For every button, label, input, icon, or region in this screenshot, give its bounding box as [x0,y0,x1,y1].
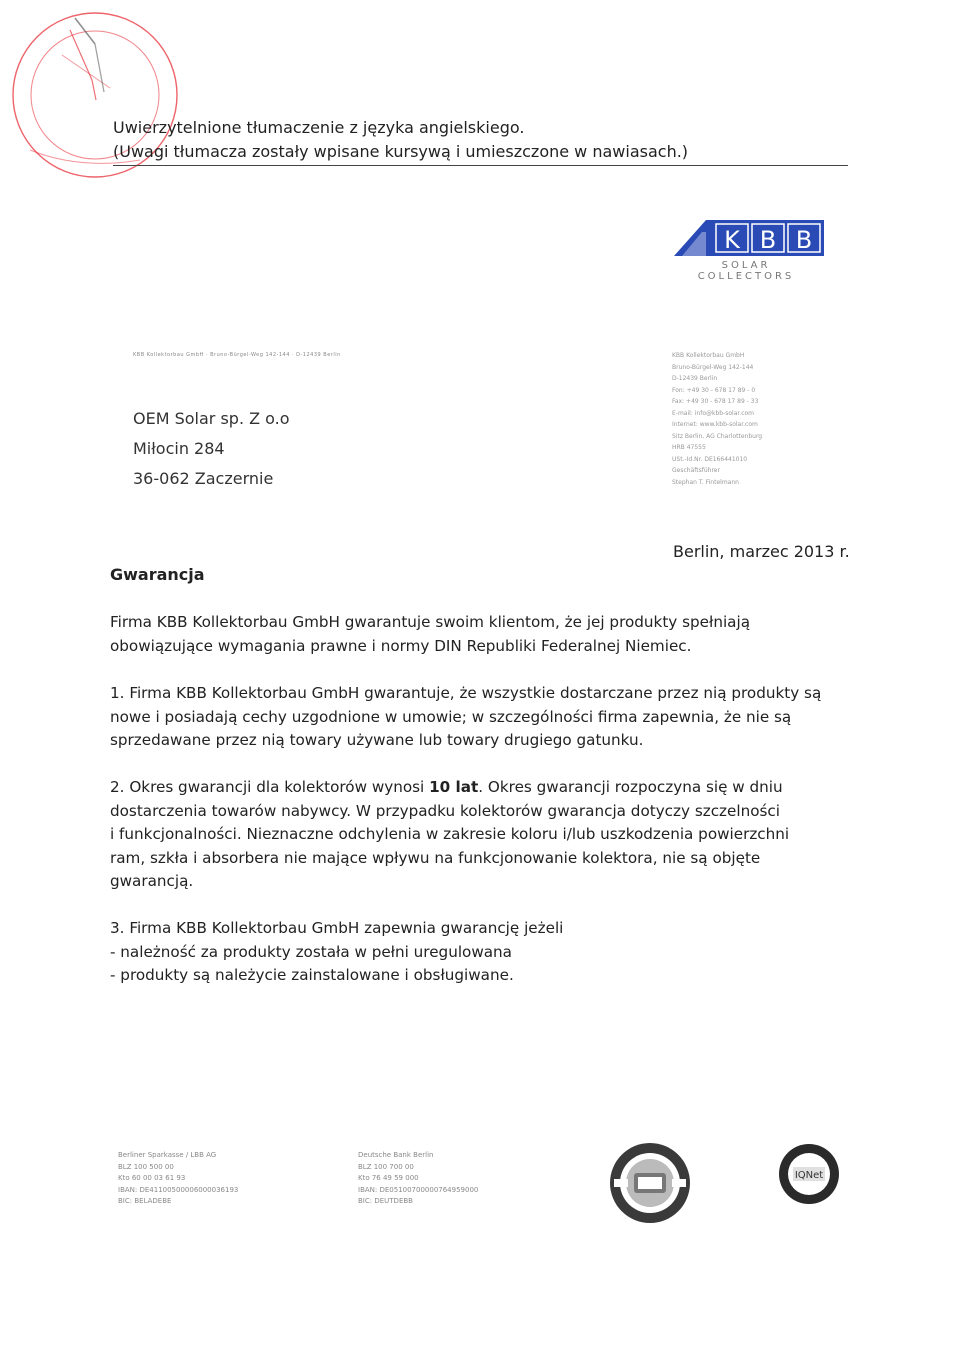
point-2-line-4: ram, szkła i absorbera nie mające wpływu na funkcjonowanie kolektora, nie są objęte [110,848,761,867]
kbb-logo [672,216,824,262]
recipient-address [133,404,290,494]
translator-stamp [0,0,200,200]
bank-2-line: BIC: DEUTDEBB [358,1197,413,1205]
company-info-block [672,350,852,488]
company-info-line: KBB Kollektorbau GmbH [672,352,745,359]
logo-tagline: SOLAR COLLECTORS [697,260,795,282]
logo-letter-2: B [759,226,777,254]
point-2-line-5: gwarancją. [110,872,194,890]
company-info-line: Geschäftsführer [672,467,720,474]
company-info-line: Fax: +49 30 - 678 17 89 - 33 [672,398,759,405]
intro-line-2: obowiązujące wymagania prawne i normy DIN Republiki Federalnej Niemiec. [110,636,692,655]
intro-line-1: Firma KBB Kollektorbau GmbH gwarantuje swoim klientom, że jej produkty spełniają [110,613,751,631]
dqs-certification-seal [608,1141,692,1229]
company-info-line: Internet: www.kbb-solar.com [672,421,758,428]
document-date: Berlin, marzec 2013 r. [673,542,850,561]
company-info-line: Fon: +49 30 - 678 17 89 - 0 [672,386,756,394]
company-info-line: Sitz Berlin, AG Charlottenburg [672,432,763,440]
company-info-line: E-mail: info@kbb-solar.com [672,409,755,417]
company-info-line: USt.-Id.Nr. DE166441010 [672,455,748,463]
point-2-line-1 [110,776,850,800]
company-info-line: D-12439 Berlin [672,375,718,382]
logo-letter-1: K [724,226,740,254]
point-3-line-2: - należność za produkty została w pełni uregulowana [110,942,512,961]
certification-seal-icon [608,1141,692,1225]
sender-address-line: KBB Kollektorbau GmbH · Bruno-Bürgel-Weg 142-144 · D-12439 Berlin [133,352,341,358]
company-info-line: HRB 47555 [672,444,706,451]
bank-1-line: Berliner Sparkasse / LBB AG [118,1151,217,1159]
translation-note [113,116,688,164]
bank-1-line: IBAN: DE41100500006000036193 [118,1185,239,1194]
header-divider [113,165,848,166]
iqnet-label: IQNet [794,1170,824,1181]
bank-1-line: BIC: BELADEBE [118,1197,172,1205]
warranty-point-3 [110,917,850,988]
document-heading: Gwarancja [110,565,205,584]
bank-1-line: BLZ 100 500 00 [118,1162,174,1171]
point-3-line-1: 3. Firma KBB Kollektorbau GmbH zapewnia gwarancję jeżeli [110,919,564,937]
stamp-graphic [0,0,200,200]
point-3-line-3: - produkty są należycie zainstalowane i obsługiwane. [110,966,514,984]
point-2-line-1-pre: 2. Okres gwarancji dla kolektorów wynosi [110,778,430,796]
warranty-point-2 [110,776,850,894]
point-2-line-2: dostarczenia towarów nabywcy. W przypadku kolektorów gwarancja dotyczy szczelności [110,801,780,820]
bank-1-line: Kto 60 00 03 61 93 [118,1174,186,1182]
point-2-line-3: i funkcjonalności. Nieznaczne odchylenia w zakresie koloru i/lub uszkodzenia powierzchni [110,825,790,843]
point-1-line-2: nowe i posiadają cechy uzgodnione w umowie; w szczególności firma zapewnia, że nie są [110,707,792,726]
bank-2-line: Deutsche Bank Berlin [358,1151,434,1159]
translation-note-line-2: (Uwagi tłumacza zostały wpisane kursywą i umieszczone w nawiasach.) [113,142,689,161]
iqnet-seal-icon [778,1143,840,1205]
bank-2-line: Kto 76 49 59 000 [358,1174,419,1182]
company-info-line: Bruno-Bürgel-Weg 142-144 [672,363,754,371]
bank-details-2 [358,1150,478,1208]
point-2-line-1-post: . Okres gwarancji rozpoczyna się w dniu [478,778,783,796]
bank-details-1 [118,1150,238,1208]
recipient-name: OEM Solar sp. Z o.o [133,409,290,428]
recipient-street: Miłocin 284 [133,439,225,458]
bank-2-line: IBAN: DE05100700000764959000 [358,1185,479,1194]
iqnet-certification-seal [778,1143,840,1209]
warranty-point-1 [110,682,850,753]
bank-2-line: BLZ 100 700 00 [358,1162,414,1171]
company-info-line: Stephan T. Fintelmann [672,478,739,486]
recipient-city: 36-062 Zaczernie [133,469,274,488]
point-1-line-1: 1. Firma KBB Kollektorbau GmbH gwarantuje, że wszystkie dostarczane przez nią produkty są [110,684,822,702]
warranty-period: 10 lat [429,778,479,796]
translation-note-line-1: Uwierzytelnione tłumaczenie z języka angielskiego. [113,118,525,137]
intro-paragraph [110,611,850,658]
logo-letter-3: B [795,226,813,254]
kbb-logo-icon [672,216,824,258]
point-1-line-3: sprzedawane przez nią towary używane lub towary drugiego gatunku. [110,731,644,749]
